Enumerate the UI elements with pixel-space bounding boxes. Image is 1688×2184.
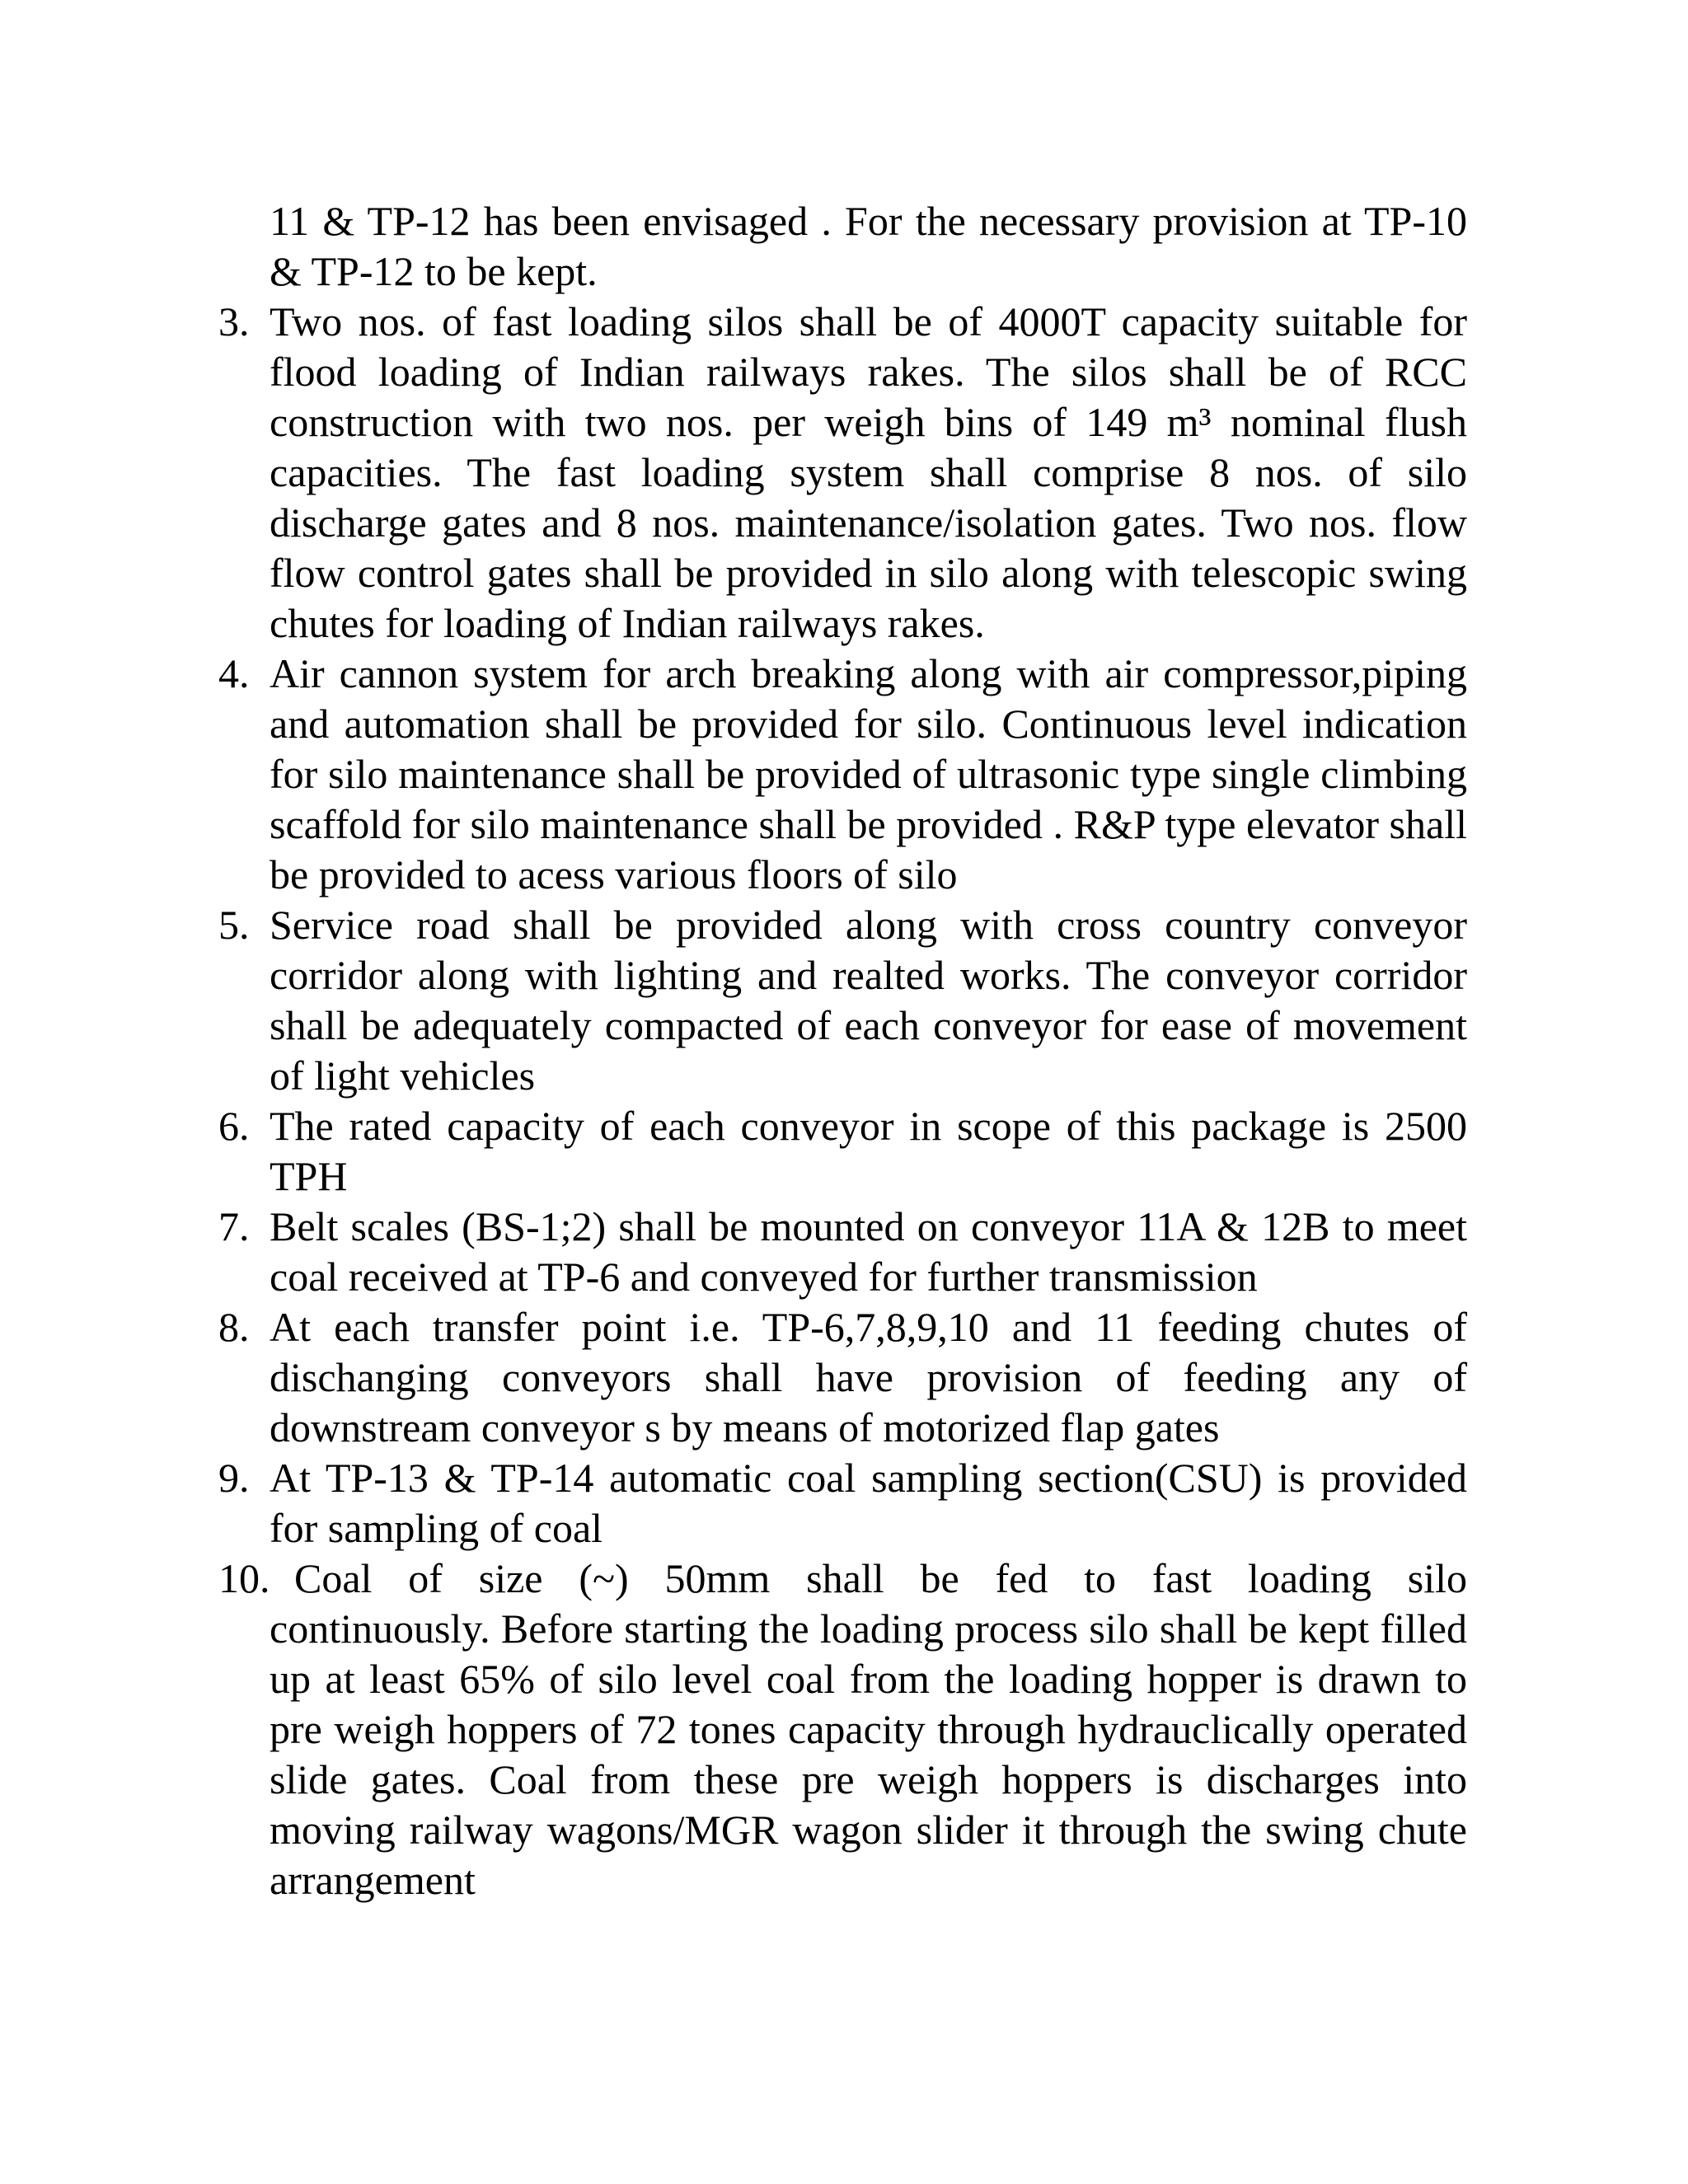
list-number: 7. [218, 1203, 250, 1249]
list-item-10 [218, 1554, 1467, 1905]
list-text: The rated capacity of each conveyor in scope of this package is 2500 TPH [270, 1103, 1467, 1199]
list-number: 4. [218, 650, 250, 696]
list-text-continued: continuously. Before starting the loading process silo shall be kept filled up at least 65% of silo level coal from the loading hopper is drawn to pre weigh hoppers of 72 tones capacity through hydrauclically operated slide gates. Coal from these pre weigh hoppers is discharges into moving railway wagons/MGR wagon slider it through the swing chute arrangement [270, 1605, 1467, 1903]
list-number: 9. [218, 1455, 250, 1501]
list-text: Two nos. of fast loading silos shall be of 4000T capacity suitable for flood loading of Indian railways rakes. The silos shall be of RCC construction with two nos. per weigh bins of 149 m³ nominal flush capacities. The fast loading system shall comprise 8 nos. of silo discharge gates and 8 nos. maintenance/isolation gates. Two nos. flow flow control gates shall be provided in silo along with telescopic swing chutes for loading of Indian railways rakes. [270, 298, 1467, 646]
list-text: Air cannon system for arch breaking along with air compressor,piping and automation shall be provided for silo. Continuous level indication for silo maintenance shall be provided of ultrasonic type single climbing scaffold for silo maintenance shall be provided . R&P type elevator shall be provided to acess various floors of silo [270, 650, 1467, 898]
list-item-4 [218, 649, 1467, 900]
list-text: Service road shall be provided along with cross country conveyor corridor along with lighting and realted works. The conveyor corridor shall be adequately compacted of each conveyor for ease of movement of light vehicles [270, 902, 1467, 1099]
list-text-first-line: Coal of size (~) 50mm shall be fed to fast loading silo [294, 1555, 1467, 1601]
list-item-6 [218, 1101, 1467, 1202]
list-item-3 [218, 297, 1467, 649]
list-number: 10. [218, 1555, 270, 1601]
list-item-5 [218, 900, 1467, 1101]
list-text: At TP-13 & TP-14 automatic coal sampling section(CSU) is provided for sampling of coal [270, 1455, 1467, 1551]
list-item-8 [218, 1302, 1467, 1453]
page-body [218, 196, 1467, 1905]
list-text: Belt scales (BS-1;2) shall be mounted on conveyor 11A & 12B to meet coal received at TP-6 and conveyed for further transmission [270, 1203, 1467, 1300]
list-text: At each transfer point i.e. TP-6,7,8,9,10 and 11 feeding chutes of dischanging conveyors shall have provision of feeding any of downstream conveyor s by means of motorized flap gates [270, 1304, 1467, 1451]
continuation-paragraph: 11 & TP-12 has been envisaged . For the necessary provision at TP-10 & TP-12 to be kept. [270, 198, 1467, 294]
list-number: 8. [218, 1304, 250, 1350]
list-number: 6. [218, 1103, 250, 1149]
list-item-9 [218, 1453, 1467, 1554]
list-number: 5. [218, 902, 250, 948]
list-item-7 [218, 1202, 1467, 1302]
list-number: 3. [218, 298, 250, 344]
